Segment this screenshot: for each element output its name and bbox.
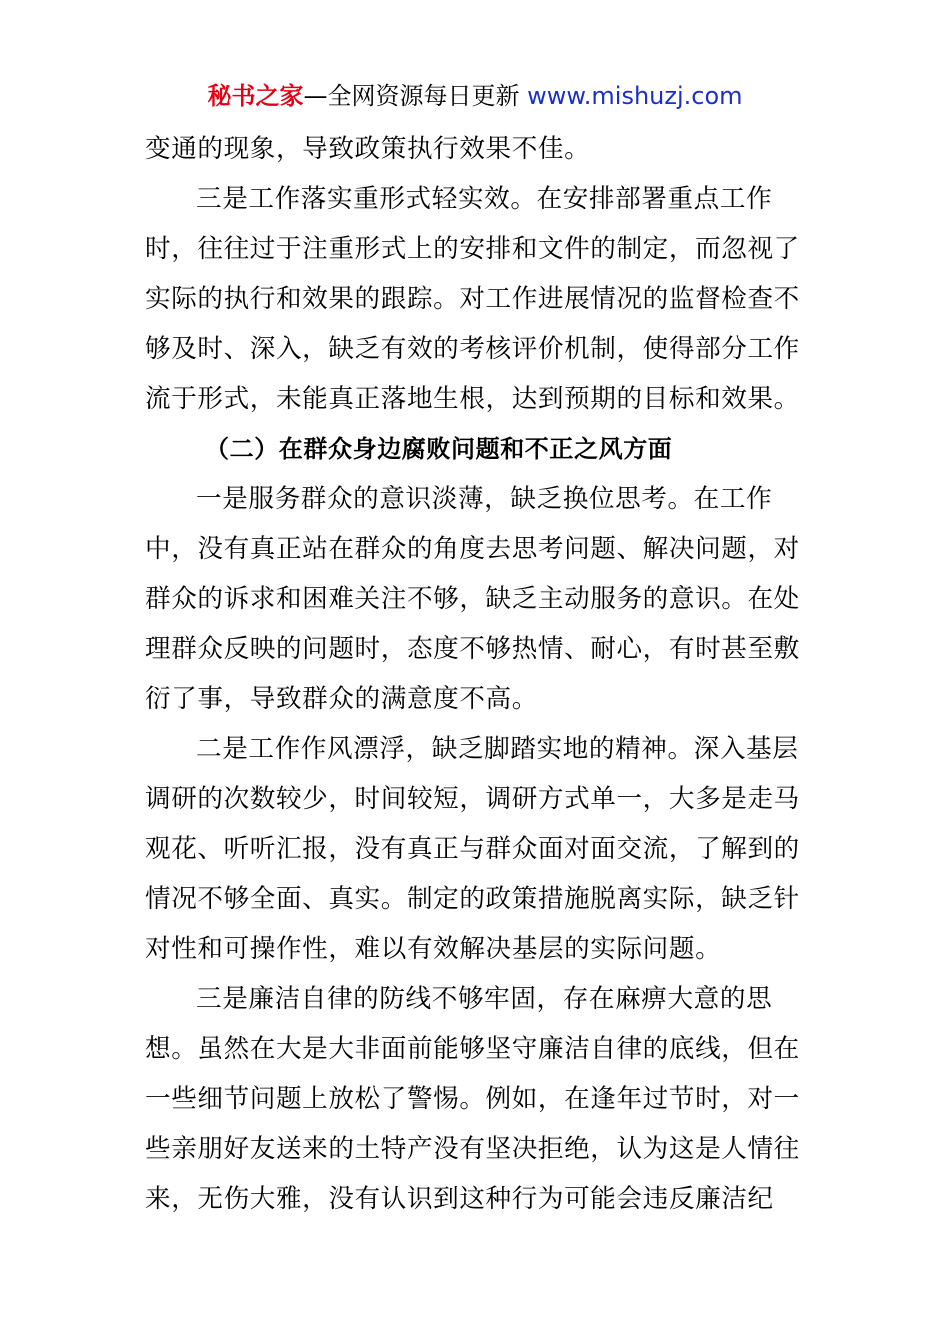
paragraph-line: 变通的现象，导致政策执行效果不佳。 (145, 134, 591, 164)
paragraph-line: 二是工作作风漂浮，缺乏脚踏实地的精神。深入基层 (196, 734, 799, 764)
document-body (145, 124, 810, 1224)
paragraph-line: 对性和可操作性，难以有效解决基层的实际问题。 (145, 934, 722, 964)
paragraph-line: 一是服务群众的意识淡薄，缺乏换位思考。在工作 (196, 484, 773, 514)
paragraph-line: 三是廉洁自律的防线不够牢固，存在麻痹大意的思 (196, 984, 773, 1014)
paragraph-line: 时，往往过于注重形式上的安排和文件的制定，而忽视了 (145, 234, 800, 264)
site-tagline: —全网资源每日更新 (303, 82, 528, 110)
paragraph-line: 实际的执行和效果的跟踪。对工作进展情况的监督检查不 (145, 284, 800, 314)
paragraph-line: 些亲朋好友送来的土特产没有坚决拒绝，认为这是人情往 (145, 1134, 800, 1164)
paragraph-line: 一些细节问题上放松了警惕。例如，在逢年过节时，对一 (145, 1084, 800, 1114)
paragraph-line: 观花、听听汇报，没有真正与群众面对面交流，了解到的 (145, 834, 800, 864)
paragraph-line: 流于形式，未能真正落地生根，达到预期的目标和效果。 (145, 384, 800, 414)
site-brand-name: 秘书之家 (207, 82, 304, 110)
paragraph-line: 来，无伤大雅，没有认识到这种行为可能会违反廉洁纪 (145, 1184, 774, 1214)
paragraph-line: 调研的次数较少，时间较短，调研方式单一，大多是走马 (145, 784, 800, 814)
section-heading: （二）在群众身边腐败问题和不正之风方面 (205, 435, 673, 463)
paragraph-line: 够及时、深入，缺乏有效的考核评价机制，使得部分工作 (145, 334, 800, 364)
paragraph-line: 衍了事，导致群众的满意度不高。 (145, 684, 538, 714)
paragraph-line: 群众的诉求和困难关注不够，缺乏主动服务的意识。在处 (145, 584, 800, 614)
site-url: www.mishuzj.com (527, 82, 743, 110)
paragraph-line: 中，没有真正站在群众的角度去思考问题、解决问题，对 (145, 534, 800, 564)
paragraph-line: 想。虽然在大是大非面前能够坚守廉洁自律的底线，但在 (145, 1034, 800, 1064)
paragraph-line: 情况不够全面、真实。制定的政策措施脱离实际，缺乏针 (145, 884, 800, 914)
paragraph-line: 三是工作落实重形式轻实效。在安排部署重点工作 (196, 184, 773, 214)
site-watermark-header (0, 80, 950, 112)
paragraph-line: 理群众反映的问题时，态度不够热情、耐心，有时甚至敷 (145, 634, 800, 664)
